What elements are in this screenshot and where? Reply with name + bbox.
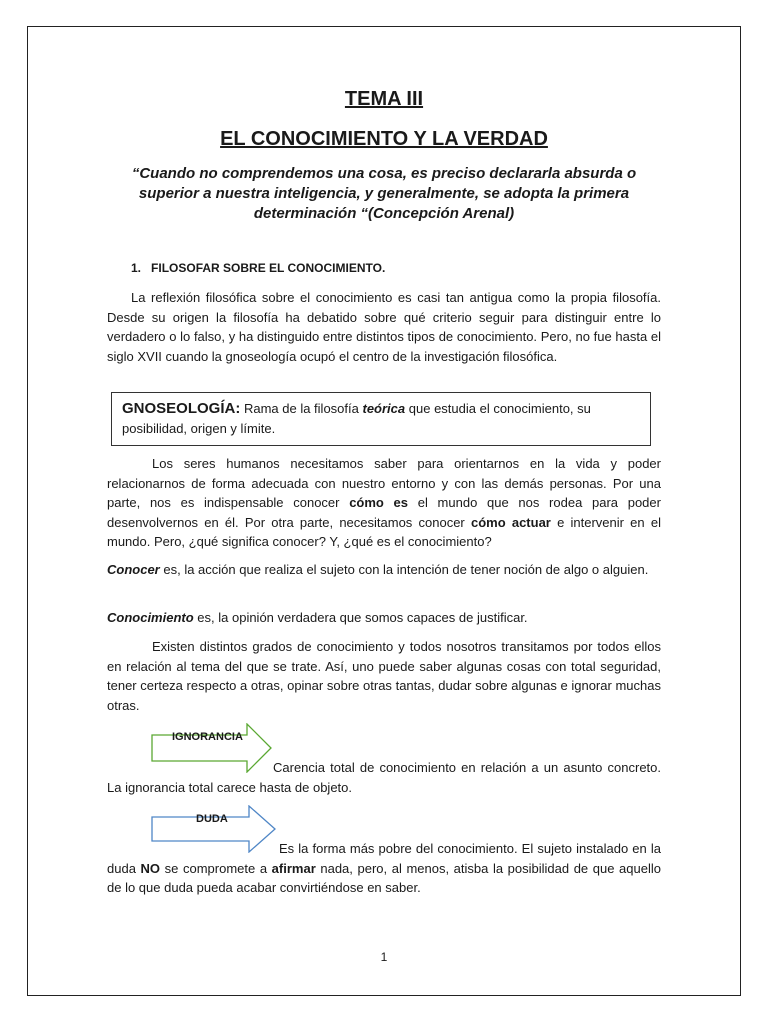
ignorancia-label: IGNORANCIA — [172, 731, 243, 743]
duda-bold1: NO — [140, 860, 161, 876]
tema-title: TEMA III — [344, 88, 424, 110]
paragraph-2 — [107, 454, 661, 552]
paragraph-3: Existen distintos grados de conocimiento y todos nosotros transitamos por todos ellos en relación al tema del que se trate. Así, uno puede saber algunas cosas con total seguridad, tener certeza respecto a otras, opinar sobre otras tantas, dudar sobre algunas e ignorar muchas otras. — [107, 639, 661, 713]
definition-box — [111, 392, 651, 446]
duda-label: DUDA — [196, 813, 228, 825]
paragraph-2-part2: el mundo que nos rodea para poder desenvolvernos en él. Por otra parte, necesitamos conocer — [107, 495, 661, 530]
paragraph-2-bold2: cómo actuar — [470, 514, 551, 530]
conocimiento-term: Conocimiento — [107, 610, 194, 625]
duda-bold2: afirmar — [271, 860, 316, 876]
conocimiento-definition — [107, 608, 661, 628]
paragraph-2-part3: e intervenir en el mundo. Pero, ¿qué significa conocer? Y, ¿qué es el conocimiento? — [107, 514, 661, 549]
conocimiento-text: es, la opinión verdadera que somos capaces de justificar. — [197, 610, 528, 625]
duda-text-after: nada, pero, al menos, atisba la posibilidad de que aquello de lo que duda pueda acabar convirtiéndose en saber. — [107, 860, 661, 895]
section-heading: 1. FILOSOFAR SOBRE EL CONOCIMIENTO. — [131, 261, 386, 275]
duda-text-mid: se compromete a — [164, 860, 268, 876]
paragraph-2-part1: Los seres humanos necesitamos saber para orientarnos en la vida y poder relacionarnos de forma adecuada con nuestro entorno y con las demás personas. Por una parte, nos es indispensable conocer — [107, 456, 661, 510]
definition-text-before: Rama de la filosofía — [243, 401, 359, 416]
definition-text-after: que estudia el conocimiento, su posibilidad, origen y límite. — [122, 401, 591, 436]
duda-text-before: Es la forma más pobre del conocimiento. El sujeto instalado en la duda — [107, 841, 661, 876]
paragraph-1: La reflexión filosófica sobre el conocimiento es casi tan antigua como la propia filosofía. Desde su origen la filosofía ha debatido sobre qué criterio seguir para distinguir entre lo verdadero o lo falso, y ha distinguido entre distintos tipos de conocimiento. Pero, no fue hasta el siglo XVII cuando la gnoseología ocupó el centro de la investigación filosófica. — [107, 290, 661, 364]
definition-emphasis: teórica — [362, 401, 406, 416]
conocer-definition — [107, 560, 661, 580]
ignorancia-text: Carencia total de conocimiento en relación a un asunto concreto. La ignorancia total carece hasta de objeto. — [107, 760, 661, 795]
duda-text — [107, 839, 661, 898]
section-number: 1. — [131, 261, 142, 275]
conocer-term: Conocer — [107, 562, 160, 577]
page-number: 1 — [380, 950, 388, 964]
conocer-text: es, la acción que realiza el sujeto con la intención de tener noción de algo o alguien. — [163, 562, 649, 577]
epigraph-quote: “Cuando no comprendemos una cosa, es preciso declararla absurda o superior a nuestra inteligencia, y generalmente, se adopta la primera determinación “(Concepción Arenal) — [131, 165, 637, 222]
main-title: EL CONOCIMIENTO Y LA VERDAD — [220, 128, 548, 150]
definition-term: GNOSEOLOGÍA: — [122, 400, 241, 417]
paragraph-2-bold1: cómo es — [349, 495, 409, 510]
section-title: FILOSOFAR SOBRE EL CONOCIMIENTO — [151, 261, 382, 275]
